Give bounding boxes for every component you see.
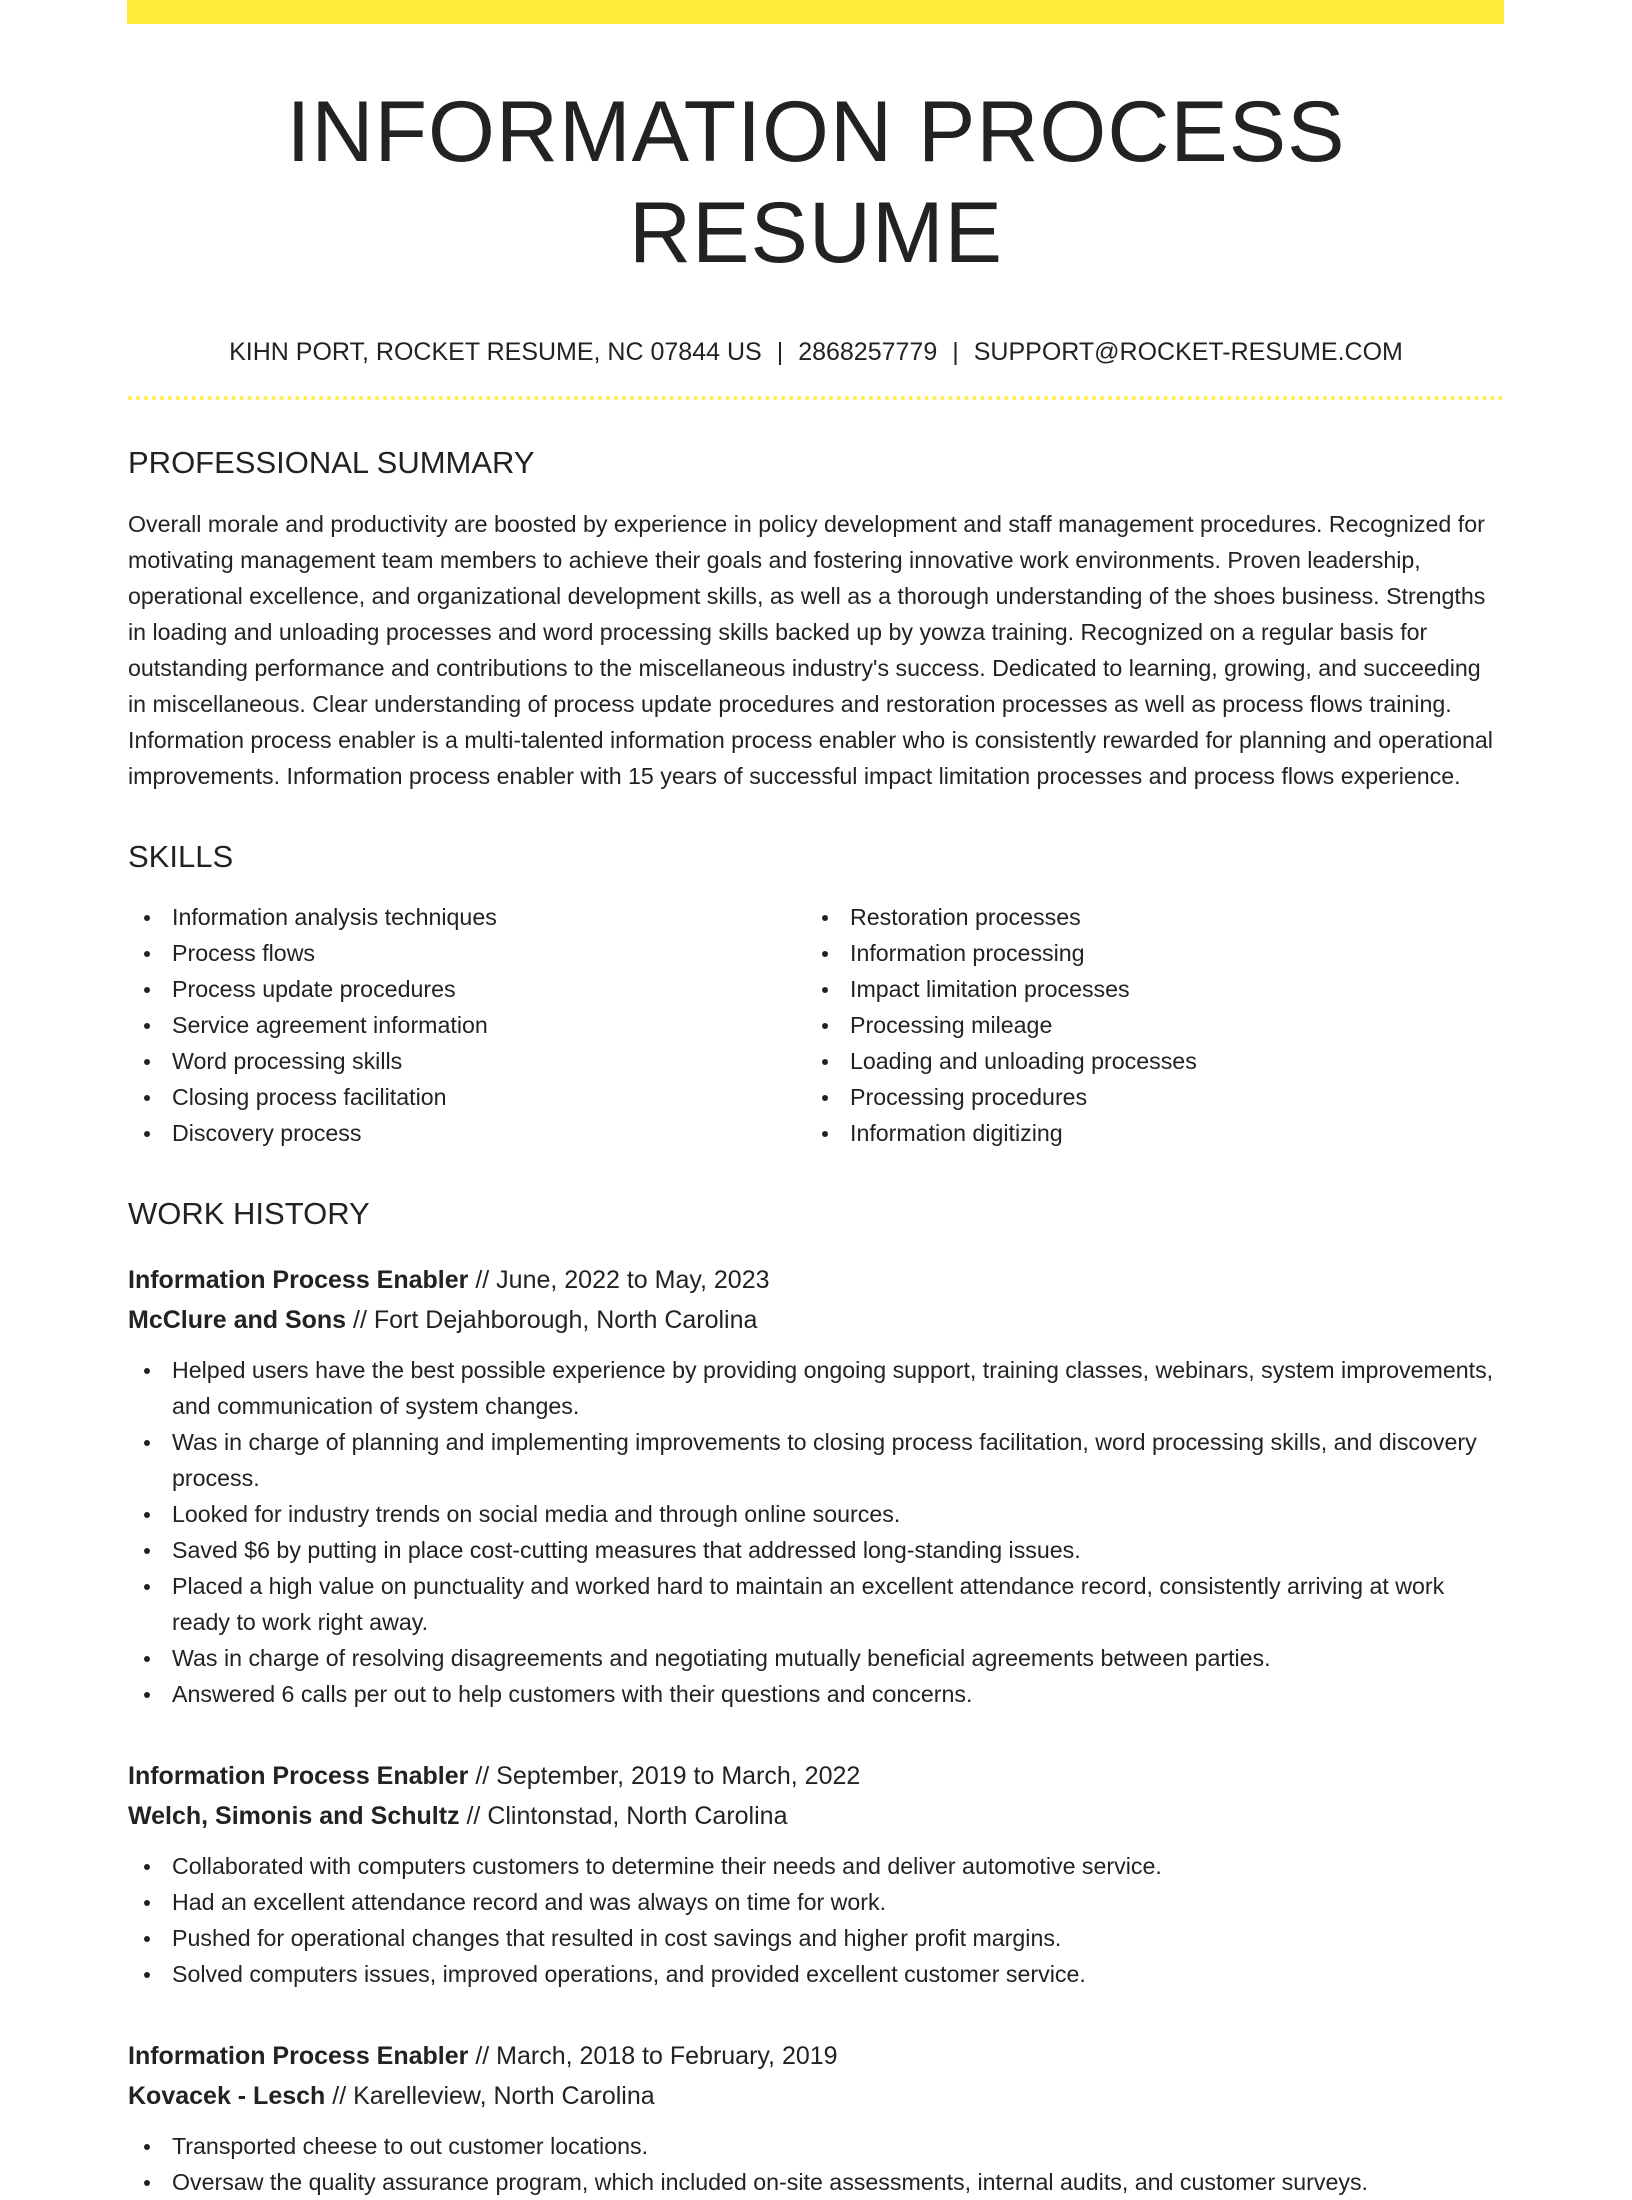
job-bullets (128, 1848, 1504, 1992)
job-title: Information Process Enabler (128, 2042, 469, 2070)
job-title-line (128, 1260, 1504, 1300)
job-title-line (128, 2036, 1504, 2076)
job-company: Kovacek - Lesch (128, 2082, 326, 2110)
job-title: Information Process Enabler (128, 1266, 469, 1294)
job-bullet: Was in charge of planning and implementing improvements to closing process facilitation, word processing skills, and discovery process. (128, 1424, 1504, 1496)
accent-bar (127, 0, 1504, 24)
skill-item: Process flows (128, 935, 806, 971)
job-entry (128, 2036, 1504, 2200)
job-bullet: Answered 6 calls per out to help customers with their questions and concerns. (128, 1676, 1504, 1712)
job-bullet: Pushed for operational changes that resulted in cost savings and higher profit margins. (128, 1920, 1504, 1956)
skills-heading: SKILLS (128, 838, 234, 874)
skill-item: Restoration processes (806, 899, 1484, 935)
job-company-line (128, 1300, 1504, 1340)
job-dates: // June, 2022 to May, 2023 (475, 1266, 770, 1294)
skill-item: Loading and unloading processes (806, 1043, 1484, 1079)
work-history-heading: WORK HISTORY (128, 1195, 370, 1231)
job-title-line (128, 1756, 1504, 1796)
contact-address: KIHN PORT, ROCKET RESUME, NC 07844 US (229, 337, 762, 366)
contact-email: SUPPORT@ROCKET-RESUME.COM (973, 337, 1403, 366)
skill-item: Information analysis techniques (128, 899, 806, 935)
job-bullet: Collaborated with computers customers to determine their needs and deliver automotive service. (128, 1848, 1504, 1884)
resume-content (128, 24, 1504, 2200)
skill-item: Word processing skills (128, 1043, 806, 1079)
job-entry (128, 1756, 1504, 1992)
summary-heading: PROFESSIONAL SUMMARY (128, 445, 535, 481)
job-location: // Fort Dejahborough, North Carolina (353, 1306, 758, 1334)
job-bullets (128, 1352, 1504, 1712)
job-location: // Clintonstad, North Carolina (466, 1802, 788, 1830)
job-bullet: Was in charge of resolving disagreements and negotiating mutually beneficial agreements between parties. (128, 1640, 1504, 1676)
contact-separator: | (776, 337, 784, 366)
job-bullet: Transported cheese to out customer locations. (128, 2128, 1504, 2164)
summary-text: Overall morale and productivity are boosted by experience in policy development and staff management procedures. Recognized for motivating management team members to achieve their goals and fostering innovative work environments. Proven leadership, operational excellence, and organizational development skills, as well as a thorough understanding of the shoes business. Strengths in loading and unloading processes and word processing skills backed up by yowza training. Recognized on a regular basis for outstanding performance and contributions to the miscellaneous industry's success. Dedicated to learning, growing, and succeeding in miscellaneous. Clear understanding of process update procedures and restoration processes as well as process flows training. Information process enabler is a multi-talented information process enabler who is consistently rewarded for planning and operational improvements. Information process enabler with 15 years of successful impact limitation processes and process flows experience. (128, 510, 1493, 789)
skill-item: Information processing (806, 935, 1484, 971)
skills-columns (128, 899, 1504, 1151)
job-company: McClure and Sons (128, 1306, 347, 1334)
job-company: Welch, Simonis and Schultz (128, 1802, 460, 1830)
job-dates: // September, 2019 to March, 2022 (475, 1762, 861, 1790)
skill-item: Impact limitation processes (806, 971, 1484, 1007)
skills-list-right (806, 899, 1484, 1151)
job-bullet: Helped users have the best possible experience by providing ongoing support, training classes, webinars, system improvements, and communication of system changes. (128, 1352, 1504, 1424)
job-title: Information Process Enabler (128, 1762, 469, 1790)
job-location: // Karelleview, North Carolina (332, 2082, 655, 2110)
skill-item: Service agreement information (128, 1007, 806, 1043)
job-bullets (128, 2128, 1504, 2200)
job-entry (128, 1260, 1504, 1712)
skill-item: Closing process facilitation (128, 1079, 806, 1115)
job-company-line (128, 1796, 1504, 1836)
skill-item: Information digitizing (806, 1115, 1484, 1151)
job-bullet: Placed a high value on punctuality and worked hard to maintain an excellent attendance record, consistently arriving at work ready to work right away. (128, 1568, 1504, 1640)
job-bullet: Had an excellent attendance record and was always on time for work. (128, 1884, 1504, 1920)
job-bullet: Solved computers issues, improved operations, and provided excellent customer service. (128, 1956, 1504, 1992)
job-bullet: Oversaw the quality assurance program, which included on-site assessments, internal audits, and customer surveys. (128, 2164, 1504, 2200)
resume-title: INFORMATION PROCESS RESUME (286, 84, 1346, 282)
dotted-divider (128, 396, 1504, 400)
contact-line (128, 336, 1504, 369)
job-bullet: Saved $6 by putting in place cost-cutting measures that addressed long-standing issues. (128, 1532, 1504, 1568)
job-company-line (128, 2076, 1504, 2116)
skill-item: Processing procedures (806, 1079, 1484, 1115)
skill-item: Discovery process (128, 1115, 806, 1151)
skills-list-left (128, 899, 806, 1151)
skill-item: Process update procedures (128, 971, 806, 1007)
contact-separator: | (952, 337, 959, 366)
contact-phone: 2868257779 (798, 337, 938, 366)
skill-item: Processing mileage (806, 1007, 1484, 1043)
job-dates: // March, 2018 to February, 2019 (475, 2042, 838, 2070)
job-bullet: Looked for industry trends on social media and through online sources. (128, 1496, 1504, 1532)
